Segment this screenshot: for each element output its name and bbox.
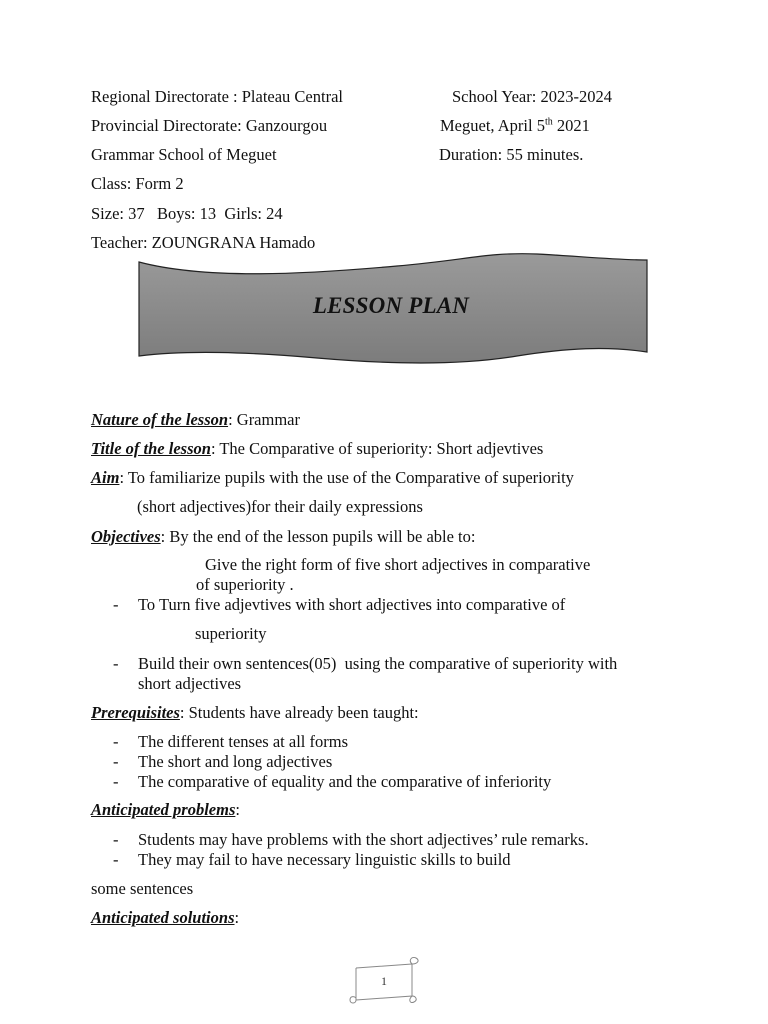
prerequisite-1: The different tenses at all forms bbox=[138, 732, 348, 751]
problem-2-continuation: some sentences bbox=[91, 879, 194, 898]
title-value: : The Comparative of superiority: Short adjevtives bbox=[210, 439, 544, 458]
objectives-value: : By the end of the lesson pupils will be able to: bbox=[160, 527, 476, 546]
objective-2-line-2: superiority bbox=[195, 624, 267, 643]
solutions-label: Anticipated solutions bbox=[91, 908, 235, 927]
problems-value: : bbox=[235, 800, 240, 819]
date bbox=[440, 116, 590, 136]
aim-value: : To familiarize pupils with the use of the Comparative of superiority bbox=[119, 468, 574, 487]
prerequisite-3: The comparative of equality and the comparative of inferiority bbox=[138, 772, 552, 791]
school-name: Grammar School of Meguet bbox=[91, 145, 277, 164]
teacher: Teacher: ZOUNGRANA Hamado bbox=[91, 233, 316, 252]
nature-value: : Grammar bbox=[228, 410, 300, 429]
objective-3-line-1: Build their own sentences(05) using the comparative of superiority with bbox=[138, 654, 618, 673]
nature-line bbox=[91, 410, 300, 430]
bullet-dash: - bbox=[113, 752, 119, 771]
objectives-label: Objectives bbox=[91, 527, 161, 546]
objective-1-line-2: of superiority . bbox=[196, 575, 294, 594]
prerequisites-value: : Students have already been taught: bbox=[179, 703, 419, 722]
objectives-line bbox=[91, 527, 475, 547]
bullet-dash: - bbox=[113, 772, 119, 791]
class-size: Size: 37 Boys: 13 Girls: 24 bbox=[91, 204, 283, 223]
provincial-directorate: Provincial Directorate: Ganzourgou bbox=[91, 116, 328, 135]
solutions-value: : bbox=[234, 908, 240, 927]
problems-line bbox=[91, 800, 240, 820]
duration: Duration: 55 minutes. bbox=[439, 145, 584, 164]
solutions-line bbox=[91, 908, 239, 928]
title-label: Title of the lesson bbox=[91, 439, 211, 458]
prerequisites-label: Prerequisites bbox=[91, 703, 180, 722]
date-superscript: th bbox=[544, 116, 553, 128]
aim-label: Aim bbox=[91, 468, 120, 487]
date-prefix: Meguet, April 5 bbox=[440, 116, 545, 135]
date-suffix: 2021 bbox=[552, 116, 590, 135]
problems-label: Anticipated problems bbox=[91, 800, 236, 819]
prerequisite-2: The short and long adjectives bbox=[138, 752, 333, 771]
nature-label: Nature of the lesson bbox=[91, 410, 229, 429]
regional-directorate: Regional Directorate : Plateau Central bbox=[91, 87, 343, 106]
bullet-dash: - bbox=[113, 830, 119, 849]
bullet-dash: - bbox=[113, 850, 119, 869]
title-line bbox=[91, 439, 543, 459]
class: Class: Form 2 bbox=[91, 174, 184, 193]
objective-1-line-1: Give the right form of five short adjectives in comparative bbox=[205, 555, 591, 574]
problem-2: They may fail to have necessary linguistic skills to build bbox=[138, 850, 511, 869]
aim-continuation: (short adjectives)for their daily expressions bbox=[137, 497, 423, 516]
aim-line bbox=[91, 468, 574, 488]
page-number: 1 bbox=[381, 974, 387, 988]
school-year: School Year: 2023-2024 bbox=[452, 87, 612, 106]
problem-1: Students may have problems with the short adjectives’ rule remarks. bbox=[138, 830, 589, 849]
bullet-dash: - bbox=[113, 595, 119, 614]
banner-title: LESSON PLAN bbox=[312, 293, 470, 318]
objective-3-line-2: short adjectives bbox=[138, 674, 242, 693]
objective-2-line-1: To Turn five adjevtives with short adjectives into comparative of bbox=[138, 595, 566, 614]
prerequisites-line bbox=[91, 703, 419, 723]
bullet-dash: - bbox=[113, 654, 119, 673]
bullet-dash: - bbox=[113, 732, 119, 751]
